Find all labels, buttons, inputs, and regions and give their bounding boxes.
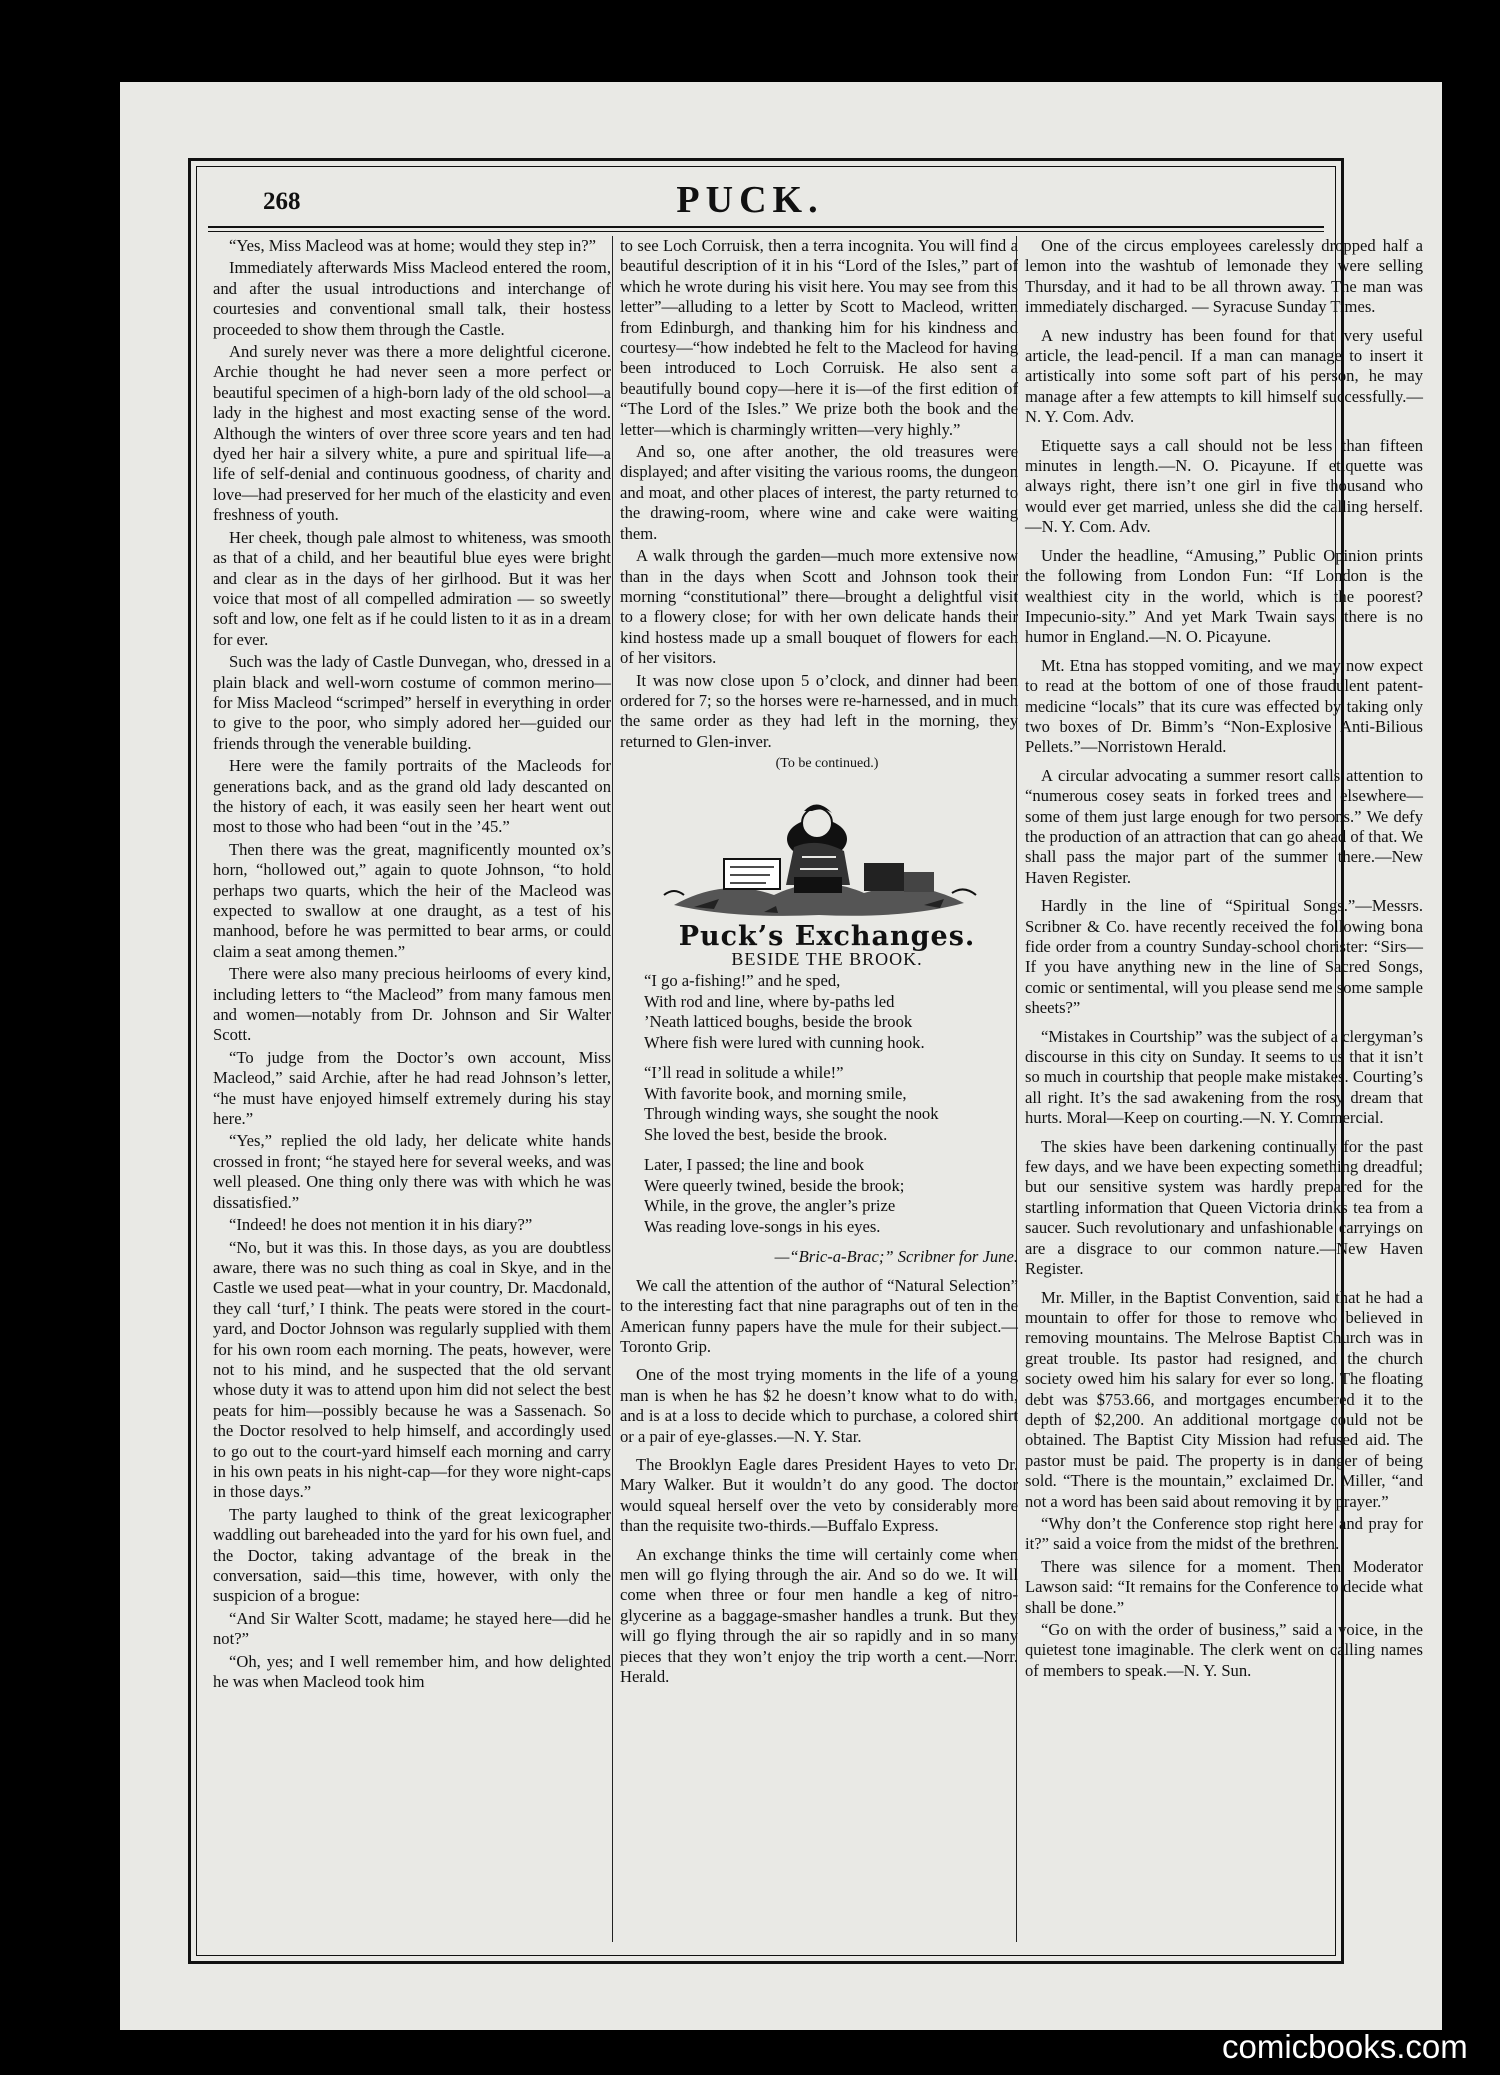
- poem-line: While, in the grove, the angler’s prize: [644, 1196, 896, 1216]
- masthead-title: PUCK.: [676, 179, 824, 221]
- paragraph: to see Loch Corruisk, then a terra incognita. You will find a beautiful description of it in his “Lord of the Isles,” part of which he wrote during his visit here. You may see from this letter”—alluding to a letter by Scott to Macleod, written from Edinburgh, and thanking him for his kindness and courtesy—“how indebted he felt to the Macleod for having been introduced to Loch Corruisk. He also sent a beautifully bound copy—here it is—of the first edition of “The Lord of the Isles.” We prize both the book and the letter—which is charmingly written—very highly.”: [620, 236, 1018, 439]
- paragraph: Immediately afterwards Miss Macleod entered the room, and after the usual introductions and interchange of courtesies and conventional small talk, their hostess proceeded to show them through the Castle.: [213, 258, 611, 339]
- paragraph: “Yes, Miss Macleod was at home; would they step in?”: [229, 236, 597, 255]
- poem-line: ’Neath latticed boughs, beside the brook: [644, 1012, 913, 1032]
- news-item: A new industry has been found for that very useful article, the lead-pencil. If a man can manage to insert it artistically into some soft part of his person, he may manage after a few attempts to kill himself successfully.—N. Y. Com. Adv.: [1025, 325, 1423, 427]
- paragraph: Then there was the great, magnificently mounted ox’s horn, “hollowed out,” again to quote Johnson, “to hold perhaps two quarts, which the heir of the Macleod was expected to swallow at one draught, as a test of his manhood, before he was permitted to bear arms, or could claim a seat among themen.”: [213, 839, 611, 961]
- watermark-text: comicbooks.com: [1222, 2028, 1468, 2065]
- news-item: There was silence for a moment. Then Moderator Lawson said: “It remains for the Conference to decide what shall be done.”: [1025, 1556, 1423, 1617]
- poem-line: Later, I passed; the line and book: [644, 1155, 865, 1175]
- paragraph: And surely never was there a more delightful cicerone. Archie thought he had never seen a more perfect or beautiful specimen of a high-born lady of the old school—a lady in the highest and most exacting sense of the word. Although the winters of over three score years and ten had dyed her hair a silvery white, a pure and spiritual life—a life of self-denial and continuous goodness, of charity and love—had preserved for her much of the elasticity and even freshness of youth.: [213, 342, 611, 525]
- news-item: Mt. Etna has stopped vomiting, and we may now expect to read at the bottom of one of those fraudulent patent-medicine “locals” that its cure was effected by taking only two boxes of Dr. Bimm’s “Non-Explosive Anti-Bilious Pellets.”—Norristown Herald.: [1025, 655, 1423, 757]
- poem-line: Through winding ways, she sought the nook: [644, 1104, 939, 1124]
- news-item: An exchange thinks the time will certainly come when men will go flying through the air. And so do we. It will come when three or four men handle a keg of nitro-glycerine as a baggage-smasher handles a trunk. But they will go flying through the air so rapidly and in so many pieces that they won’t enjoy the trip worth a cent.—Norr. Herald.: [620, 1544, 1018, 1687]
- puck-vignette-illustration: [654, 777, 984, 927]
- news-item: The Brooklyn Eagle dares President Hayes to veto Dr. Mary Walker. But it wouldn’t do any good. The doctor would squeal herself over the veto by considerably more than the requisite two-thirds.—Buffalo Express.: [620, 1455, 1018, 1536]
- poem-line: Were queerly twined, beside the brook;: [644, 1175, 905, 1195]
- column-1-story: [213, 236, 611, 1694]
- column-rule: [612, 236, 613, 1942]
- paragraph: “Indeed! he does not mention it in his diary?”: [229, 1215, 533, 1235]
- paragraph: “Oh, yes; and I well remember him, and how delighted he was when Macleod took him: [213, 1651, 611, 1692]
- poem-line: Where fish were lured with cunning hook.: [644, 1032, 925, 1052]
- news-item: A circular advocating a summer resort calls attention to “numerous cosey seats in forked trees and elsewhere—some of them just large enough for two persons.” We defy the production of an attraction that can go ahead of that. We shall pass the major part of the summer there.—New Haven Register.: [1025, 765, 1423, 887]
- paragraph: Here were the family portraits of the Macleods for generations back, and as the grand old lady descanted on the history of each, it was easily seen her heart went out most to those who had been “out in the ’45.”: [213, 756, 611, 837]
- news-item: The skies have been darkening continually for the past few days, and we have been expecting something dreadful; but our sensitive system was hardly prepared for the startling information that Queen Victoria drinks tea from a saucer. Such revolutionary and unfashionable carryings on are a disgrace to our common nature.—New Haven Register.: [1025, 1136, 1423, 1279]
- news-item: One of the circus employees carelessly dropped half a lemon into the washtub of lemonade they were selling Thursday, and it had to be all thrown away. The man was immediately discharged. — Syracuse Sunday Times.: [1025, 236, 1423, 317]
- poem-line: She loved the best, beside the brook.: [644, 1124, 888, 1144]
- news-item: Under the headline, “Amusing,” Public Opinion prints the following from London Fun: “If London is the wealthiest city in the world, which is the poorest? Impecunio-sity.” And yet Mark Twain says there is no humor in England.—N. O. Picayune.: [1025, 545, 1423, 647]
- news-item: One of the most trying moments in the life of a young man is when he has $2 he doesn’t know what to do with, and is at a loss to decide which to purchase, a colored shirt or a pair of eye-glasses.—N. Y. Star.: [620, 1365, 1018, 1446]
- paragraph: “To judge from the Doctor’s own account, Miss Macleod,” said Archie, after he had read Johnson’s letter, “he must have enjoyed himself extremely during his stay here.”: [213, 1047, 611, 1129]
- paragraph: “Yes,” replied the old lady, her delicate white hands crossed in front; “he stayed here for several weeks, and was well pleased. One thing only there was with which he was dissatisfied.”: [213, 1131, 611, 1212]
- paragraph: “And Sir Walter Scott, madame; he stayed here—did he not?”: [213, 1608, 611, 1649]
- exchanges-heading: Puck’s Exchanges.: [678, 920, 976, 952]
- poem-line: With rod and line, where by-paths led: [644, 991, 895, 1011]
- paragraph: There were also many precious heirlooms of every kind, including letters to “the Macleod” from many famous men and women—notably from Dr. Johnson and Sir Walter Scott.: [213, 964, 611, 1045]
- paragraph: Her cheek, though pale almost to whiteness, was smooth as that of a child, and her beautiful blue eyes were bright and clear as in the days of her girlhood. But it was her voice that most of all compelled admiration — so sweetly soft and low, one felt as if he could listen to it as in a dream for ever.: [213, 527, 611, 649]
- paragraph: The party laughed to think of the great lexicographer waddling out bareheaded into the yard for his own fuel, and the Doctor, taking advantage of the break in the conversation, said—this time, however, with only the suspicion of a brogue:: [213, 1504, 611, 1606]
- poem-line: With favorite book, and morning smile,: [644, 1083, 907, 1103]
- poem-line: “I’ll read in solitude a while!”: [644, 1063, 844, 1083]
- news-item: “Why don’t the Conference stop right here and pray for it?” said a voice from the midst of the brethren.: [1025, 1513, 1423, 1554]
- poem-line: Was reading love-songs in his eyes.: [644, 1216, 881, 1236]
- poem-stanza: [644, 971, 1018, 1053]
- page-number: 268: [263, 188, 301, 215]
- news-item: Hardly in the line of “Spiritual Songs.”—Messrs. Scribner & Co. have recently received the following bona fide order from a country Sunday-school chorister: “Sirs—If you have anything new in the line of Sacred Songs, comic or sentimental, will you please send me some sample sheets?”: [1025, 896, 1423, 1018]
- poem-line: “I go a-fishing!” and he sped,: [644, 971, 841, 991]
- column-3: [1025, 236, 1423, 1683]
- poem-credit: —“Bric-a-Brac;” Scribner for June.: [774, 1247, 1018, 1267]
- paragraph: Such was the lady of Castle Dunvegan, who, dressed in a plain black and well-worn costume of common merino—for Miss Macleod “scrimped” herself in everything in order to give to the poor, who simply adored her—guided our friends through the venerable building.: [213, 652, 611, 753]
- news-item: “Mistakes in Courtship” was the subject of a clergyman’s discourse in this city on Sunday. It seems to us that it isn’t so much in courtship that people make mistakes. Courting’s all right. It’s the sad awakening from the rosy dream that hurts. Moral—Keep on courting.—N. Y. Commercial.: [1025, 1026, 1423, 1128]
- paragraph: A walk through the garden—much more extensive now than in the days when Scott and Johnson took their morning “constitutional” there—brought a delightful visit to a flowery close; for with her own delicate hands their kind hostess made up a small bouquet of flowers for each of her visitors.: [620, 546, 1018, 668]
- column-2: [620, 236, 1018, 1690]
- news-item: We call the attention of the author of “Natural Selection” to the interesting fact that nine paragraphs out of ten in the American funny papers have the mule for their subject.—Toronto Grip.: [620, 1275, 1018, 1356]
- news-item: “Go on with the order of business,” said a voice, in the quietest tone imaginable. The clerk went on calling names of members to speak.—N. Y. Sun.: [1025, 1620, 1423, 1680]
- paragraph: It was now close upon 5 o’clock, and dinner had been ordered for 7; so the horses were re-harnessed, and in much the same order as they had left in the morning, they returned to Glen-inver.: [620, 670, 1018, 751]
- poem-stanza: [644, 1155, 1018, 1237]
- paragraph: “No, but it was this. In those days, as you are doubtless aware, there was no such thing as coal in Skye, and in the Castle we used peat—what in your country, Dr. Macdonald, they call ‘turf,’ I think. The peats were stored in the court-yard, and Doctor Johnson was regularly supplied with them for his own room each morning. The peats, however, were not to his mind, and he suspected that the old servant whose duty it was to attend upon him did not select the best peats for him—possibly because he was a Sassenach. So the Doctor resolved to help himself, and accordingly used to go out to the court-yard himself each morning and carry in his own peats in his night-cap—for they wore night-caps in those days.”: [213, 1237, 611, 1502]
- header-rule: [208, 226, 1324, 232]
- poem-stanza: [644, 1063, 1018, 1145]
- poem-title: BESIDE THE BROOK.: [731, 948, 923, 969]
- paragraph: And so, one after another, the old treasures were displayed; and after visiting the various rooms, the dungeon and moat, and other places of interest, the party returned to the drawing-room, where wine and cake were waiting them.: [620, 442, 1018, 543]
- to-be-continued: (To be continued.): [775, 756, 879, 772]
- news-item: Etiquette says a call should not be less than fifteen minutes in length.—N. O. Picayune. If etiquette was always right, there isn’t one girl in five thousand who would ever get married, unless she did the calling herself.—N. Y. Com. Adv.: [1025, 435, 1423, 537]
- news-item: Mr. Miller, in the Baptist Convention, said that he had a mountain to offer for those to remove who believed in removing mountains. The Melrose Baptist Church was in great trouble. Its pastor had resigned, and the church society owed him his salary for ever so long. The floating debt was $753.66, and mortgages encumbered it to the depth of $2,200. An additional mortgage could not be obtained. The Baptist City Mission had refused aid. The pastor must be paid. The property is in danger of being sold. “There is the mountain,” exclaimed Dr. Miller, “and not a word has been said about removing it by prayer.”: [1025, 1287, 1423, 1511]
